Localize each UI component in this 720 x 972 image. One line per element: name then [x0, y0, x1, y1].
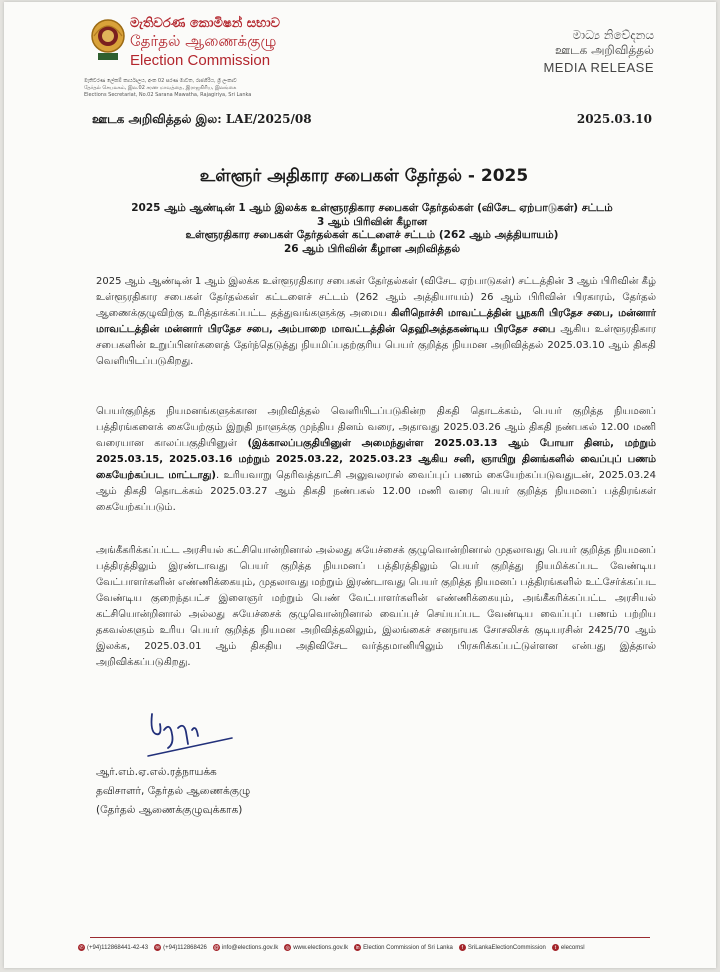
media-release-label — [543, 28, 654, 75]
email-text[interactable]: info@elections.gov.lk — [221, 944, 279, 951]
paragraph-2-text-a: பெயர்குறித்த நியமனங்களுக்கான அறிவித்தல் வெளியிடப்படுகின்ற திகதி தொடக்கம், பெயர் குறித்த நியமனப் பத்திரங்களைக் கையேற்கும் இறுதி நாளுக்கு முந்திய தினம் வரை, அதாவது 2025.03.26 ஆம் திகதி நண்பகல் 12.00 மணி வரையான காலப்பகுதியினுள் — [96, 406, 656, 449]
footer-twitter[interactable] — [552, 944, 585, 951]
footer-web[interactable] — [284, 944, 348, 951]
signatory-name: ஆர்.எம்.ஏ.எல்.ரத்நாயக்க — [96, 766, 217, 778]
media-label-english: MEDIA RELEASE — [543, 60, 654, 75]
paragraph-2-bold: (இக்காலப்பகுதியினுள் அமைந்துள்ள 2025.03.13 ஆம் போயா தினம், மற்றும் 2025.03.15, 2025.03.16 மற்றும் 2025.03.22, 2025.03.23 ஆகிய சனி, ஞாயிறு தினங்களில் வைப்புப் பணம் கையேற்கப்பட மாட்டாது) — [96, 438, 656, 481]
facebook-text[interactable]: SriLankaElectionCommission — [467, 944, 546, 951]
footer-linkedin[interactable] — [354, 944, 453, 951]
linkedin-icon: in — [355, 944, 360, 951]
phone-text: (+94)112868441-42-43 — [87, 944, 149, 951]
footer-facebook[interactable] — [459, 944, 546, 951]
facebook-icon: f — [459, 944, 466, 951]
footer-divider — [90, 937, 650, 938]
media-label-sinhala: මාධ්‍ය නිවේදනය — [572, 28, 654, 42]
paragraph-1-text-c: ஆகிய உள்ளூரதிகார சபைகளின் உறுப்பினர்களைத் தேர்ந்தெடுத்து நியமிப்பதற்குரிய பெயர் குறித்த நியமன அறிவித்தல் 2025.03.10 ஆம் திகதி வெளியிடப்படுகிறது. — [96, 324, 657, 367]
twitter-icon: t — [552, 944, 559, 951]
email-icon: @ — [213, 944, 219, 951]
subtitle-line: 26 ஆம் பிரிவின் கீழான அறிவித்தல் — [283, 242, 461, 255]
org-address — [84, 78, 334, 99]
paragraph-1 — [96, 274, 656, 370]
subtitle-line: உள்ளூரதிகார சபைகள் தேர்தல்கள் கட்டளைச் சட்டம் (262 ஆம் அத்தியாயம்) — [185, 229, 559, 241]
subtitle-line: 2025 ஆம் ஆண்டின் 1 ஆம் இலக்க உள்ளூரதிகார சபைகள் தேர்தல்கள் (விசேட ஏற்பாடுகள்) சட்டம் — [131, 202, 613, 214]
paragraph-2 — [96, 404, 656, 516]
document-page — [4, 2, 716, 968]
fax-text: (+94)112868426 — [163, 944, 207, 951]
signatory-role: தவிசாளர், தேர்தல் ஆணைக்குழு — [96, 785, 251, 797]
national-emblem-icon — [90, 16, 126, 62]
footer-email[interactable] — [213, 944, 278, 951]
org-name-english: Election Commission — [130, 52, 271, 69]
footer-phone — [78, 944, 148, 951]
fax-icon: ✉ — [155, 944, 160, 951]
twitter-text[interactable]: elecomsl — [560, 944, 585, 951]
address-english: Elections Secretariat, No.02 Sarana Mawatha, Rajagiriya, Sri Lanka — [84, 92, 252, 98]
signature-block — [96, 763, 250, 820]
signatory-note: (தேர்தல் ஆணைக்குழுவுக்காக) — [96, 804, 243, 816]
org-name-block — [130, 16, 310, 69]
linkedin-text[interactable]: Election Commission of Sri Lanka — [363, 944, 453, 951]
address-tamil: தேர்தல் செயலகம், இல.02 சரண மாவத்தை, இராஜகிரிய, இலங்கை — [84, 85, 237, 91]
paragraph-1-text-a: 2025 ஆம் ஆண்டின் 1 ஆம் இலக்க உள்ளூரதிகார சபைகள் தேர்தல்கள் (விசேட ஏற்பாடுகள்) சட்டத்தின் 3 ஆம் பிரிவின் கீழ் உள்ளூரதிகார சபைகள் தேர்தல்கள் கட்டளைச் சட்டம் (262 ஆம் அத்தியாயம்) 26 ஆம் பிரிவின் பிரகாரம், தேர்தல் ஆணைக்குழுவிற்கு உரித்தாக்கப்பட்ட தத்துவங்களுக்கு அமைய — [96, 276, 656, 319]
signature-icon — [146, 704, 236, 764]
org-name-sinhala: මැතිවරණ කොමිෂන් සභාව — [130, 16, 280, 31]
address-sinhala: මැතිවරණ ලේකම් කාර්යාලය, අංක 02 සරණ මාවත, රාජගිරිය, ශ්‍රී ලංකාව — [84, 78, 237, 84]
globe-icon: ◎ — [285, 944, 290, 951]
footer-fax — [154, 944, 207, 951]
media-label-tamil: ஊடக அறிவித்தல் — [554, 43, 654, 57]
paragraph-3: அங்கீகரிக்கப்பட்ட அரசியல் கட்சியொன்றினால் அல்லது சுயேச்சைக் குழுவொன்றினால் முதலாவது பெயர் குறித்த நியமனப் பத்திரத்திலும் இரண்டாவது பெயர் குறித்த நியமனப் பத்திரத்திலும் பெயர் குறித்து நியமிக்கப்பட வேண்டிய வேட்பாளர்களின் எண்ணிக்கையும், முதலாவது மற்றும் இரண்டாவது பெயர் குறித்த நியமனப் பத்திரங்களில் உட்சேர்க்கப்பட வேண்டிய குறைந்தபட்ச இளைஞர் மற்றும் பெண் வேட்பாளர்களின் எண்ணிக்கையும், அங்கீகரிக்கப்பட்ட அரசியல் கட்சியொன்றினால் அல்லது சுயேச்சைக் குழுவொன்றினால் வைப்புச் செய்யப்பட வேண்டிய வைப்புப் பணம் பற்றிய தகவல்களும் உரிய பெயர் குறித்த நியமன அறிவித்தலிலும், இலங்கைச் சனநாயக சோசலிசக் குடியரசின் 2425/70 ஆம் இலக்க, 2025.03.01 ஆம் திகதிய அதிவிசேட வர்த்தமானியிலும் பிரசுரிக்கப்பட்டுள்ளன என்பது இத்தால் அறிவிக்கப்படுகிறது. — [96, 545, 656, 668]
subtitle-block — [84, 202, 660, 256]
paragraph-1-bold: கிளிநொச்சி மாவட்டத்தின் பூநகரி பிரதேச சபை, மன்னார் மாவட்டத்தின் மன்னார் பிரதேச சபை, அம்பாறை மாவட்டத்தின் தெஹிஅத்தகண்டிய பிரதேச சபை — [96, 308, 656, 335]
subtitle-line: 3 ஆம் பிரிவின் கீழான — [316, 215, 428, 228]
footer-contacts — [78, 944, 678, 951]
reference-line — [92, 112, 652, 128]
org-name-tamil: தேர்தல் ஆணைக்குழு — [130, 32, 277, 50]
reference-number: ஊடக அறிவித்தல் இல: LAE/2025/08 — [92, 112, 312, 126]
paragraph-2-text-c: . உரியவாறு தெரிவத்தாட்சி அலுவலரால் வைப்புப் பணம் கையேற்கப்படுவதுடன், 2025.03.24 ஆம் திகதி தொடக்கம் 2025.03.27 ஆம் திகதி நண்பகல் 12.00 மணி வரை பெயர் குறித்த நியமனப் பத்திரங்கள் கையேற்கப்படும். — [96, 470, 657, 513]
web-text[interactable]: www.elections.gov.lk — [293, 944, 349, 951]
page-title: உள்ளூர் அதிகார சபைகள் தேர்தல் - 2025 — [199, 166, 529, 186]
phone-icon: ✆ — [79, 944, 84, 951]
release-date: 2025.03.10 — [576, 112, 652, 126]
